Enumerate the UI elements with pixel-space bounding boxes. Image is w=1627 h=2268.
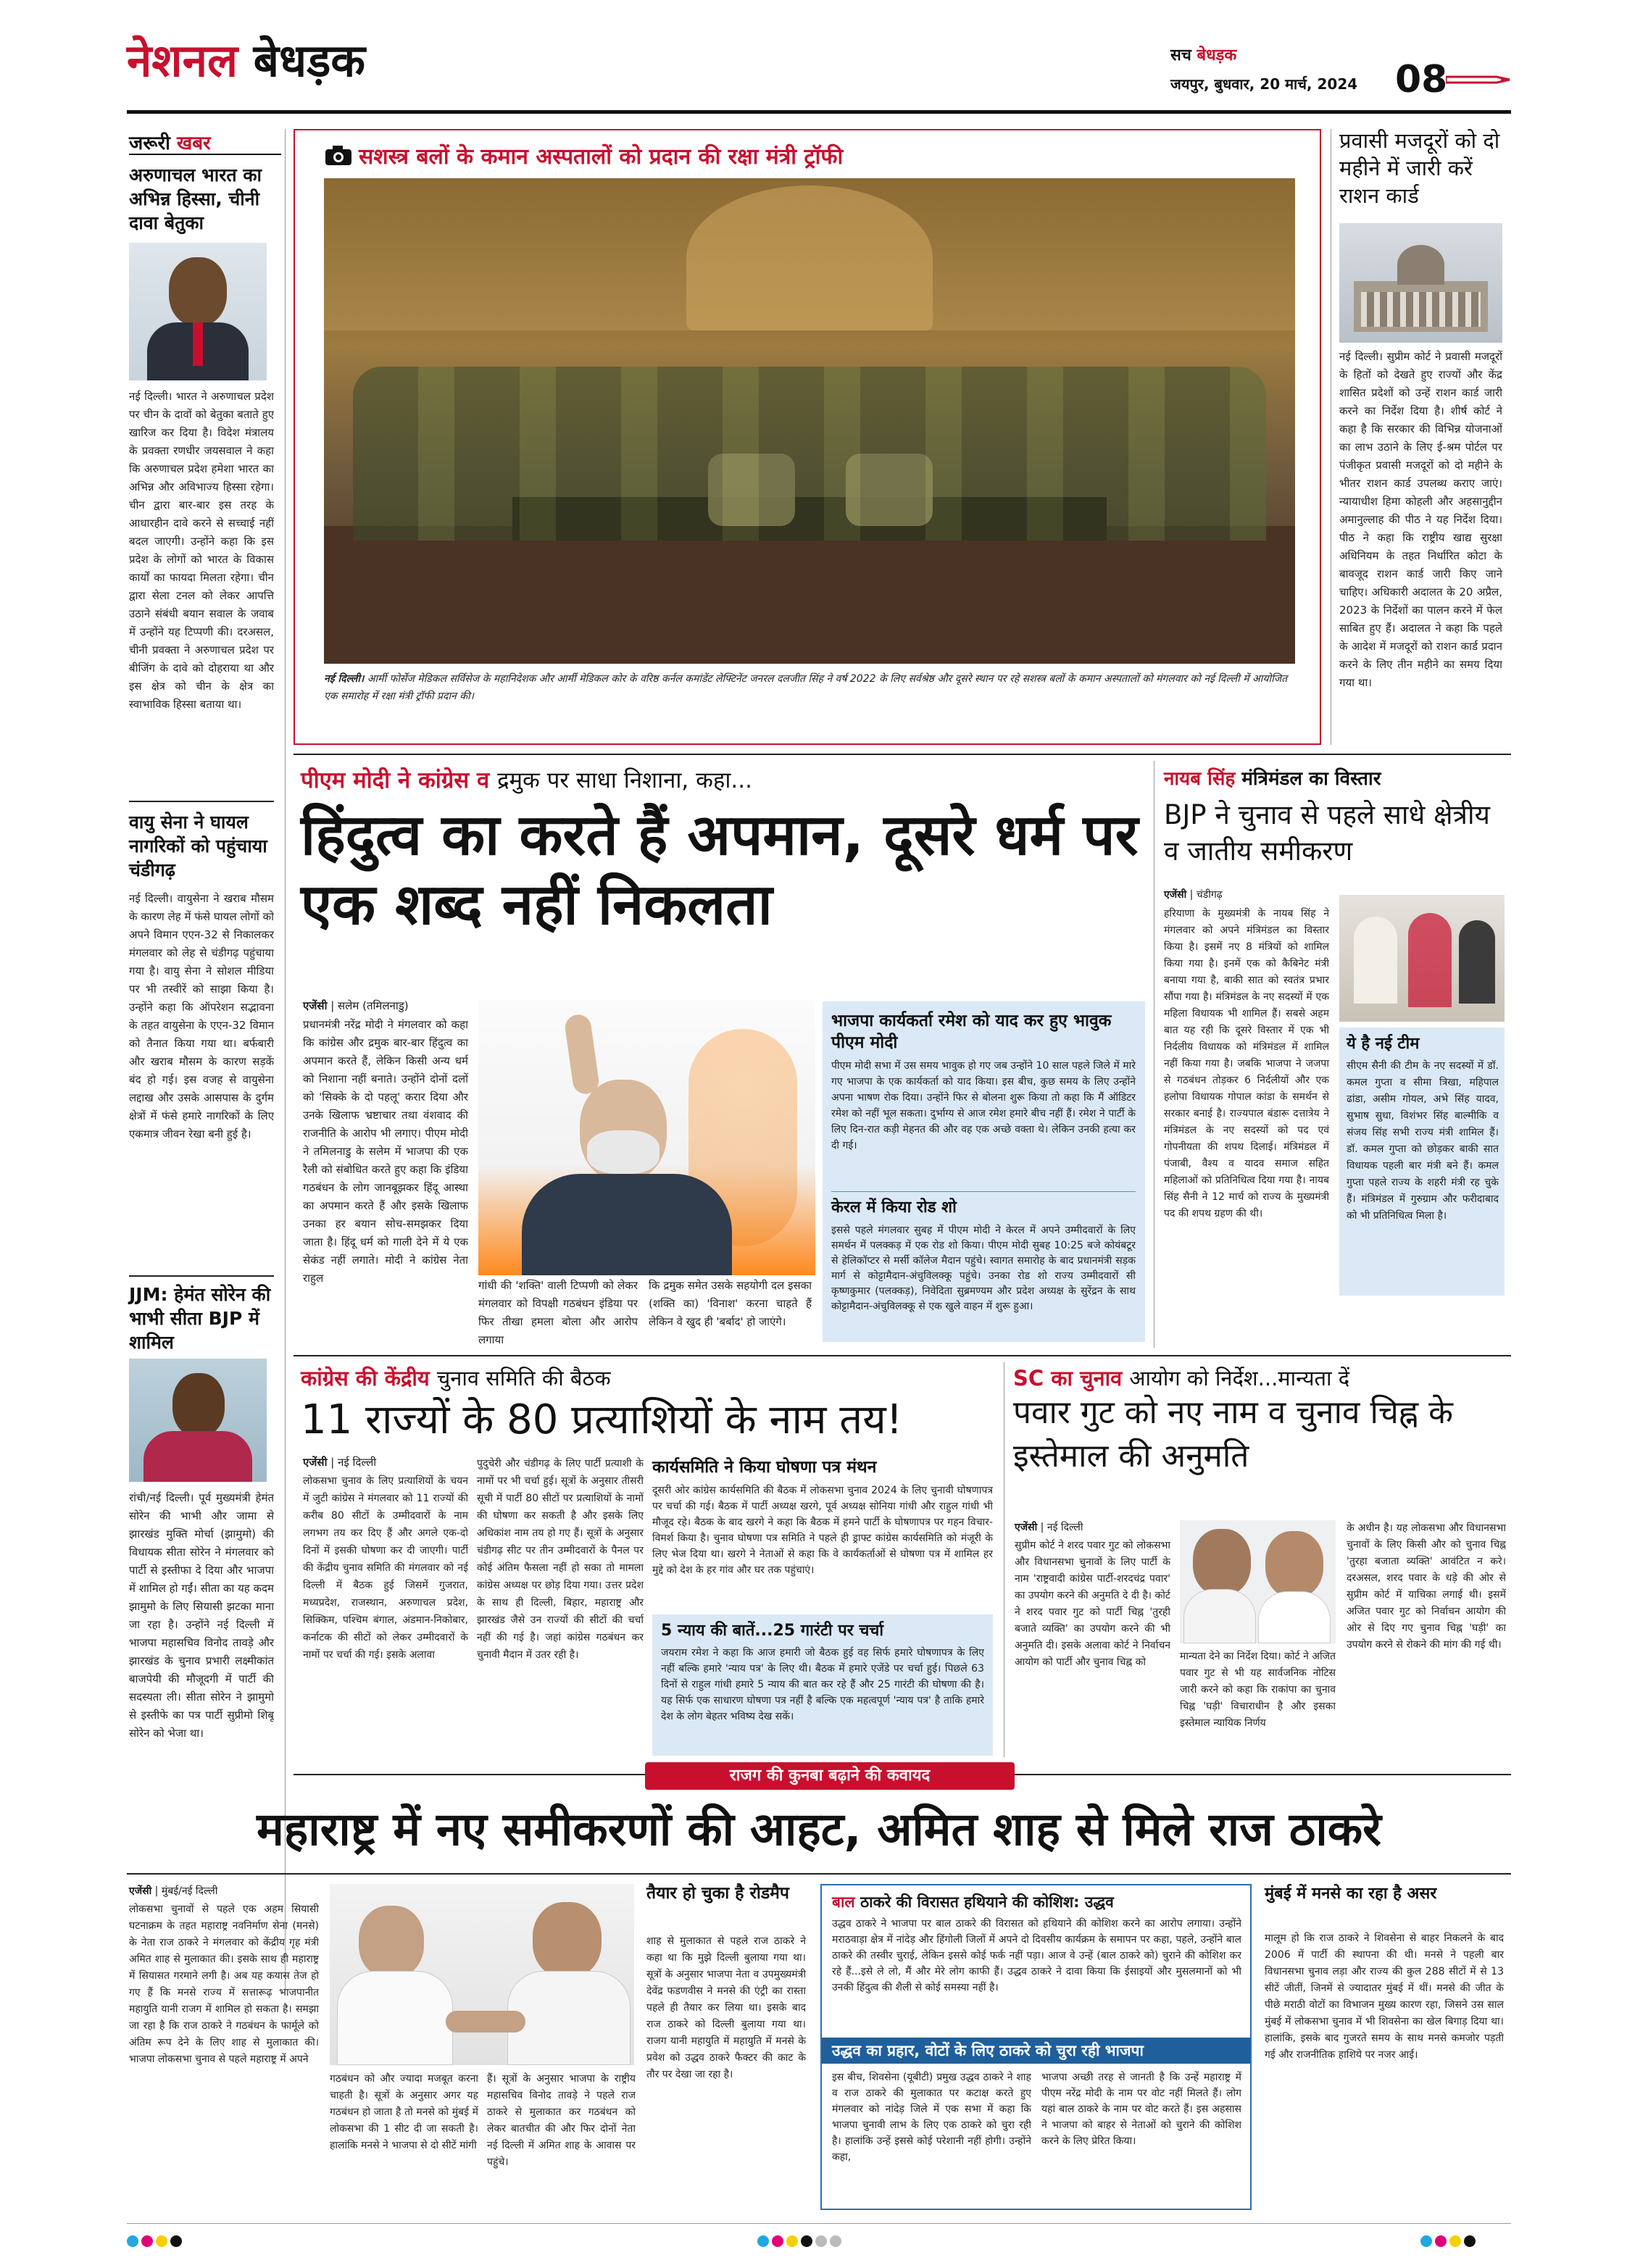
pawar-col1: सुप्रीम कोर्ट ने शरद पवार गुट को लोकसभा और विधानसभा चुनावों के लिए पार्टी के नाम 'राष्ट्रवादी कांग्रेस पार्टी-शरदचंद्र पवार' का उपयोग करने की अनुमति दे दी है। कोर्ट ने शरद पवार गुट को पार्टी चिह्न 'तुरही बजाते व्यक्ति' का उपयोग करने की भी अनुमति दी। इसके अलावा कोर्ट ने निर्वाचन आयोग को पार्टी और चुनाव चिह्न को [1015,1540,1170,1668]
roadmap-title: तैयार हो चुका है रोडमैप [646,1884,789,1903]
legacy-box [820,1884,1252,2210]
rule-raj-head [127,1873,1511,1875]
nayab-byline: एजेंसी | चंडीगढ़ [1164,889,1223,901]
nayab-headline: BJP ने चुनाव से पहले साधे क्षेत्रीय व जातीय समीकरण [1164,799,1491,867]
pawar-photo [1180,1520,1336,1643]
new-team-box [1339,1027,1505,1296]
story-iaf-body: नई दिल्ली। वायुसेना ने खराब मौसम के कारण लेह में फंसे घायल लोगों को अपने विमान एएन-32 से निकालकर मंगलवार को लेह से चंडीगढ़ पहुंचाया गया है। वायु सेना ने सोशल मीडिया पर भी तस्वीरें को साझा किया है। उन्होंने कहा कि ऑपरेशन सद्भावना के तहत वायुसेना के एएन-32 विमान को तैनात किया गया था। बर्फबारी और खराब मौसम के कारण सड़कें बंद हो गई। इस वजह से वायुसेना लद्दाख और उसके आसपास के दुर्गम क्षेत्रों में फंसे हमारे नागरिकों के लिए एकमात्र जीवन रेखा बनी हुई है। [129,892,274,1141]
ceremony-photo [324,178,1295,664]
masthead-logo [127,29,365,90]
print-dots-center [757,2235,844,2250]
pawar-headline: पवार गुट को नए नाम व चुनाव चिह्न के इस्तेमाल की अनुमति [1013,1394,1453,1475]
story-jjm-body: रांची/नई दिल्ली। पूर्व मुख्यमंत्री हेमंत सोरेन की भाभी और जामा से झारखंड मुक्ति मोर्चा (झामुमो) की विधायक सीता सोरेन ने मंगलवार को पार्टी से इस्तीफा दे दिया और भाजपा में शामिल हो गईं। सीता का यह कदम झामुमो के लिए सियासी झटका माना जा रहा है। उन्होंने नई दिल्ली में भाजपा महासचिव विनोद तावड़े और झारखंड के चुनाव प्रभारी लक्ष्मीकांत बाजपेयी की मौजूदगी में पार्टी की सदस्यता ली। सीता सोरेन ने झामुमो से इस्तीफे का पत्र पार्टी सुप्रीमो शिबू सोरेन को भेजा था। [129,1491,274,1740]
sita-soren-photo [129,1359,267,1482]
new-team-title: ये है नई टीम [1347,1035,1420,1053]
rule-mid-2 [294,1355,1511,1356]
modi-byline: एजेंसी | सलेम (तमिलनाडु) [303,999,409,1012]
congress-headline: 11 राज्यों के 80 प्रत्याशियों के नाम तय! [301,1396,903,1443]
legacy-title-dark: ठाकरे की विरासत हथियाने की कोशिश: उद्धव [860,1893,1114,1911]
nayab-kicker-red: नायब सिंह [1164,768,1236,790]
modi-kicker-red: पीएम मोदी ने कांग्रेस व [301,767,490,793]
brand-left: नेशनल [127,34,238,87]
ration-card-title: प्रवासी मजदूरों को दो महीने में जारी करें राशन कार्ड [1339,128,1500,208]
masthead [127,29,1511,109]
kerala-box-title: केरल में किया रोड शो [831,1198,957,1217]
raj-ribbon-text: राजग की कुनबा बढ़ाने की कवायद [729,1767,931,1785]
pawar-col2: मान्यता देने का निर्देश दिया। कोर्ट ने अजित पवार गुट से भी यह सार्वजनिक नोटिस जारी करने को कहा कि राकांपा का चुनाव चिह्न 'घड़ी' विचाराधीन है और इसका इस्तेमाल न्यायिक निर्णय [1180,1651,1336,1729]
top-photo-frame [294,129,1321,745]
manifesto-title: कार्यसमिति ने किया घोषणा पत्र मंथन [652,1458,877,1477]
raj-col1: लोकसभा चुनावों से पहले एक अहम सियासी घटनाक्रम के तहत महाराष्ट्र नवनिर्माण सेना (मनसे) के नेता राज ठाकरे ने मंगलवार को केंद्रीय गृह मंत्री अमित शाह से मुलाकात की। इसके साथ ही महाराष्ट्र में सियासत गरमाने लगी है। अब यह कयास तेज हो गए हैं कि मनसे राज्य में सत्तारूढ़ भाजपानीत महायुति यानी राजग में शामिल हो सकता है। समझा जा रहा है कि राज ठाकरे ने गठबंधन के फार्मूले को अंतिम रूप देने के लिए शाह से मुलाकात की। भाजपा लोकसभा चुनाव से पहले महाराष्ट्र में अपने [129,1904,319,2065]
legacy-title-red: बाल [832,1893,855,1911]
modi-headline: हिंदुत्व का करते हैं अपमान, दूसरे धर्म पर एक शब्द नहीं निकलता [301,803,1139,938]
rule-mid-1 [294,754,1511,755]
tag-bedhadak: बेधड़क [1197,46,1237,64]
uddhav-strip-title: उद्धव का प्रहार, वोटों के लिए ठाकरे को चुरा रही भाजपा [832,2042,1144,2059]
mumbai-title: मुंबई में मनसे का रहा है असर [1265,1885,1437,1903]
pawar-byline-agency: एजेंसी [1015,1522,1038,1533]
pawar-byline-place: नई दिल्ली [1046,1522,1083,1533]
nayab-kicker [1164,764,1381,791]
top-banner-text: सशस्त्र बलों के कमान अस्पतालों को प्रदान की रक्षा मंत्री ट्रॉफी [359,144,844,170]
pawar-kicker-red: SC का चुनाव [1013,1366,1123,1391]
modi-body-col2: गांधी की 'शक्ति' वाली टिप्पणी को लेकर मंगलवार को विपक्षी गठबंधन इंडिया पर फिर तीखा हमला बोला और आरोप लगाया [478,1279,638,1346]
raj-byline: एजेंसी | मुंबई/नई दिल्ली [129,1885,218,1897]
footer-rule [127,2223,1511,2224]
nyay-title: 5 न्याय की बातें...25 गारंटी पर चर्चा [661,1622,884,1640]
modi-byline-agency: एजेंसी [303,999,328,1012]
spokesperson-photo [129,243,267,380]
raj-ribbon [645,1762,1015,1790]
ration-card-body: नई दिल्ली। सुप्रीम कोर्ट ने प्रवासी मजदूरों के हितों को देखते हुए राज्यों और केंद्र शासित प्रदेशों को उन्हें राशन कार्ड जारी करने का निर्देश दिया है। शीर्ष कोर्ट ने कहा है कि सरकार की विभिन्न योजनाओं का लाभ उठाने के लिए ई-श्रम पोर्टल पर पंजीकृत प्रवासी मजदूरों को दो महीने के भीतर राशन कार्ड उपलब्ध कराए जाएं। न्यायाधीश हिमा कोहली और अहसानुद्दीन अमानुल्लाह की पीठ ने यह निर्देश दिया। पीठ ने कहा कि राष्ट्रीय खाद्य सुरक्षा अधिनियम के तहत निर्धारित कोटा के बावजूद राशन कार्ड जारी किए जाने चाहिए। अधिकारी अदालत के 20 अप्रैल, 2023 के निर्देशों का पालन करने में फेल साबित हुए हैं। अदालत ने कहा कि पहले के आदेश में मजदूरों को राशन कार्ड प्रदान करने के लिए तीन महीने का समय दिया गया था। [1339,350,1502,689]
masthead-tag [1170,43,1236,65]
rule-left-2 [129,1275,274,1277]
top-banner [324,141,843,170]
supreme-court-photo [1339,223,1502,343]
congress-byline: एजेंसी | नई दिल्ली [303,1456,377,1469]
kerala-box-body: इससे पहले मंगलवार सुबह में पीएम मोदी ने केरल में अपने उम्मीदवारों के लिए समर्थन में पलक्कड़ में एक रोड शो किया। पीएम मोदी सुबह 10:25 बजे कोयंबटूर से हेलिकॉप्टर से मर्सी कॉलेज मैदान पहुंचे। स्वागत समारोह के बाद प्रधानमंत्री सड़क मार्ग से कोट्टामैदान-अंचुविलक्कू पहुंचे। उनका रोड शो राज्य उम्मीदवारों सी कृष्णकुमार (पलक्कड़), निवेदिता सुब्रमण्यम और प्रदेश अध्यक्ष के सुरेंद्रन के साथ कोट्टामैदान-अंचुविलक्कू से एक खुले वाहन में शुरू हुआ। [831,1225,1136,1312]
roadmap-box [646,1883,810,2209]
divider-left [285,129,286,1991]
caption-text: आर्मी फोर्सेज मेडिकल सर्विसेज के महानिदेशक और आर्मी मेडिकल कोर के वरिष्ठ कर्नल कमांडेंट लेफ्टिनेंट जनरल दलजीत सिंह ने वर्ष 2022 के लिए सर्वश्रेष्ठ और दूसरे स्थान पर रहे सशस्त्र बलों के कमान अस्पतालों को मंगलवार को नई दिल्ली में आयोजित एक समारोह में रक्षा मंत्री ट्रॉफी प्रदान की। [324,673,1288,702]
caption-lead: नई दिल्ली। [324,673,365,685]
congress-box1 [652,1456,993,1612]
shah-raj-photo [330,1884,634,2065]
mumbai-body: मालूम हो कि राज ठाकरे ने शिवसेना से बाहर निकलने के बाद 2006 में पार्टी की स्थापना की थी। मनसे ने पहली बार विधानसभा चुनाव लड़ा और राज्य की कुल 288 सीटों में से 13 सीटें जीतीं, जिनमें से ज्यादातर मुंबई में थीं। मनसे की जीत के पीछे मराठी वोटों का विभाजन मुख्य कारण रहा, जिसने उस साल मुंबई में लोकसभा चुनाव में भी शिवसेना का खेल बिगाड़ दिया था। हालांकि, इसके बाद गुजरते समय के साथ मनसे कमजोर पड़ती गई और राजनीतिक हाशिये पर नजर आई। [1265,1933,1504,2061]
legacy-title [832,1891,1245,1913]
modi-body-col3: कि द्रमुक समेत उसके सहयोगी दल इसका (शक्ति का) 'विनाश' करना चाहते हैं लेकिन वे खुद ही 'बर्बाद' हो जाएंगे। [649,1279,812,1328]
raj-byline-agency: एजेंसी [129,1885,152,1897]
pen-icon [1446,71,1511,88]
ramesh-box-title: भाजपा कार्यकर्ता रमेश को याद कर हुए भावुक पीएम मोदी [831,1012,1112,1052]
pawar-col3: के अधीन है। यह लोकसभा और विधानसभा चुनावों के लिए किसी और को चुनाव चिह्न 'तुरहा बजाता व्यक्ति' आवंटित न करे। दरअसल, शरद पवार के धड़े की ओर से सुप्रीम कोर्ट में याचिका लगाई थी। इसमें अजित पवार गुट को निर्वाचन आयोग की ओर से दिए गए चुनाव चिह्न 'घड़ी' का उपयोग करने से रोकने की मांग की गई थी। [1347,1522,1506,1651]
uddhav-col2: भाजपा अच्छी तरह से जानती है कि उन्हें महाराष्ट्र में पीएम नरेंद्र मोदी के नाम पर वोट नहीं मिलते हैं। लोग यहां बाल ठाकरे के नाम पर वोट करते हैं। इस अहसास ने भाजपा को बाहर से नेताओं को चुराने की कोशिश करने के लिए प्रेरित किया। [1041,2072,1241,2147]
print-dots-right [1420,2235,1478,2250]
story-arunachal-body: नई दिल्ली। भारत ने अरुणाचल प्रदेश पर चीन के दावों को बेतुका बताते हुए खारिज कर दिया है। विदेश मंत्रालय के प्रवक्ता रणधीर जयसवाल ने कहा कि अरुणाचल प्रदेश हमेशा भारत का अभिन्न और अविभाज्य हिस्सा रहेगा। चीन द्वारा बार-बार इस तरह के आधारहीन दावे करने से सच्चाई नहीं बदल जाएगी। उन्होंने कहा कि इस प्रदेश के लोगों को भारत के विकास कार्यों का फायदा मिलता रहेगा। चीन द्वारा सेला टनल को लेकर आपत्ति उठाने संबंधी बयान सवाल के जवाब में उन्होंने यह टिप्पणी की। दरअसल, चीनी प्रवक्ता ने अरुणाचल प्रदेश पर बीजिंग के दावे को दोहराया था और इस क्षेत्र को चीन के क्षेत्र का स्वाभाविक हिस्सा बताया था। [129,390,274,711]
rule-left-1 [129,801,274,802]
roadmap-body: शाह से मुलाकात से पहले राज ठाकरे ने कहा था कि मुझे दिल्ली बुलाया गया था। सूत्रों के अनुसार भाजपा नेता व उपमुख्यमंत्री देवेंद्र फडणवीस ने मनसे की एंट्री का रास्ता पहले ही तैयार कर लिया था। इसके बाद राज ठाकरे को दिल्ली बुलाया गया था। राजग यानी महायुति में महायुति में मनसे के प्रवेश को उद्धव ठाकरे फैक्टर की काट के तौर पर देखा जा रहा है। [646,1935,806,2080]
story-iaf-title: वायु सेना ने घायल नागरिकों को पहुंचाया चंडीगढ़ [129,812,267,880]
congress-col1: लोकसभा चुनाव के लिए प्रत्याशियों के चयन में जुटी कांग्रेस ने मंगलवार को 11 राज्यों की करीब 80 सीटों के उम्मीदवारों के नाम लगभग तय कर दिए हैं और अगले एक-दो दिनों में इसकी घोषणा कर दी जाएगी। पार्टी की केंद्रीय चुनाव समिति की मंगलवार को नई दिल्ली में बैठक हुई जिसमें गुजरात, मध्यप्रदेश, राजस्थान, अरुणाचल प्रदेश, सिक्किम, पश्चिम बंगाल, अंडमान-निकोबार, कर्नाटक की सीटों को लेकर उम्मीदवारों के नामों पर चर्चा की गई। इसके अलावा [303,1475,468,1661]
label-jaruri: जरूरी [129,133,170,154]
pawar-kicker [1013,1364,1349,1392]
dateline: जयपुर, बुधवार, 20 मार्च, 2024 [1170,75,1358,93]
photo-caption [324,670,1295,705]
tag-sach: सच [1170,46,1191,64]
congress-byline-agency: एजेंसी [303,1456,328,1469]
raj-col3: हैं। सूत्रों के अनुसार भाजपा के राष्ट्रीय महासचिव विनोद तावड़े ने पहले राज ठाकरे से मुलाकात कर गठबंधन को लेकर बातचीत की और फिर दोनों नेता नई दिल्ली में अमित शाह के आवास पर पहुंचे। [487,2073,636,2168]
label-khabar: खबर [176,133,211,154]
ramesh-box-divider [831,1191,1136,1192]
mumbai-box [1265,1884,1507,2210]
camera-icon [324,143,353,167]
nayab-body: हरियाणा के मुख्यमंत्री के नायब सिंह ने मंगलवार को अपने मंत्रिमंडल का विस्तार किया है। इसमें नए 8 मंत्रियों को शामिल किया गया है। इनमें एक को कैबिनेट मंत्री बनाया गया है, बाकी सात को स्वतंत्र प्रभार सौंपा गया है। मंत्रिमंडल के नए सदस्यों में एक महिला विधायक भी शामिल हैं। सबसे अहम बात यह रही कि दूसरे विस्तार में एक भी निर्दलीय विधायक को मंत्रिमंडल में शामिल नहीं किया गया है। जबकि भाजपा ने जजपा से गठबंधन तोड़कर 6 निर्दलीयों और एक हलोपा विधायक गोपाल कांडा के समर्थन से सरकार बनाई है। राज्यपाल बंडारू दत्तात्रेय ने मंत्रिमंडल के नए सदस्यों को पद एवं गोपनीयता की शपथ दिलाई। मंत्रिमंडल में पंजाबी, वैश्य व यादव समाज सहित महिलाओं को प्रतिनिधित्व दिया गया है। नायब सिंह सैनी ने 12 मार्च को राज्य के मुख्यमंत्री पद की शपथ ग्रहण की थी। [1164,908,1329,1220]
ramesh-box [823,1001,1145,1342]
nyay-body: जयराम रमेश ने कहा कि आज हमारी जो बैठक हुई वह सिर्फ हमारे घोषणापत्र के लिए नहीं बल्कि हमारे 'न्याय पत्र' के लिए थी। बैठक में हमारे एजेंडे पर चर्चा हुई। पिछले 63 दिनों से राहुल गांधी हमारे 5 न्याय की बात कर रहे हैं और 25 गारंटी की घोषणा की है। यह सिर्फ एक साधारण घोषणा पत्र नहीं है बल्कि एक महत्वपूर्ण 'न्याय पत्र' है ताकि हमारे देश के लोग बेहतर भविष्य देख सकें। [661,1647,984,1722]
raj-byline-place: मुंबई/नई दिल्ली [161,1885,218,1897]
manifesto-body: दूसरी ओर कांग्रेस कार्यसमिति की बैठक में लोकसभा चुनाव 2024 के लिए चुनावी घोषणापत्र पर चर्चा की गई। बैठक में पार्टी अध्यक्ष खरगे, पूर्व अध्यक्ष सोनिया गांधी और राहुल गांधी भी मौजूद रहे। बैठक के बाद खरगे ने कहा कि बैठक में हमने पार्टी के घोषणापत्र पर गहन विचार-विमर्श किया है। चुनाव घोषणा पत्र समिति ने पहले ही ड्राफ्ट कांग्रेस कार्यसमिति को मंजूरी के लिए भेज दिया था। खरगे ने नेताओं से कहा कि वे कार्यकर्ताओं से घोषणा पत्र में शामिल हर मुद्दे को देश के हर गांव और घर तक पहुंचाएं। [652,1485,993,1576]
story-jjm-title: JJM: हेमंत सोरेन की भाभी सीता BJP में शामिल [129,1284,271,1353]
modi-body-col1: प्रधानमंत्री नरेंद्र मोदी ने मंगलवार को कहा कि कांग्रेस और द्रमुक बार-बार हिंदुत्व का अपमान करते हैं, लेकिन किसी अन्य धर्म को निशाना नहीं बनाते। उन्होंने दोनों दलों को 'सिक्के के दो पहलू' करार दिया और उनके खिलाफ भ्रष्टाचार तथा वंशवाद की राजनीति के आरोप भी लगाए। पीएम मोदी ने तमिलनाडु के सलेम में भाजपा की एक रैली को संबोधित करते हुए कहा कि इंडिया गठबंधन के लोग जानबूझकर हिंदू आस्था का अपमान करते हैं और इसके खिलाफ उनका हर बयान सोच-समझकर दिया जाता है। हिंदू धर्म को गाली देने में ये एक सेकंड नहीं लगाते। मोदी ने कांग्रेस नेता राहुल [303,1018,468,1285]
oath-ceremony-photo [1339,895,1505,1022]
raj-headline: महाराष्ट्र में नए समीकरणों की आहट, अमित शाह से मिले राज ठाकरे [257,1803,1381,1856]
modi-kicker-dark: द्रमुक पर साधा निशाना, कहा... [497,767,752,793]
modi-byline-place: सलेम (तमिलनाडु) [338,999,409,1012]
raj-col2: गठबंधन को और ज्यादा मजबूत करना चाहती है। सूत्रों के अनुसार अगर यह गठबंधन हो जाता है तो मनसे को मुंबई में लोकसभा की 1 सीट दी जा सकती है। हालांकि मनसे ने भाजपा से दो सीटें मांगी [330,2073,478,2151]
ramesh-box-body: पीएम मोदी सभा में उस समय भावुक हो गए जब उन्होंने 10 साल पहले जिले में मारे गए भाजपा के एक कार्यकर्ता को याद किया। इस बीच, कुछ समय के लिए उन्होंने अपना भाषण रोक दिया। उन्होंने फिर से बोलना शुरू किया तो कहा कि मैं ऑडिटर रमेश को नहीं भूल सकता। दुर्भाग्य से आज रमेश हमारे बीच नहीं हैं। रमेश ने पार्टी के लिए दिन-रात कड़ी मेहनत की और वह एक अच्छे वक्ता थे। लेकिन उनकी हत्या कर दी गई। [831,1060,1136,1151]
pawar-byline: एजेंसी | नई दिल्ली [1015,1522,1083,1533]
uddhav-strip [822,2038,1250,2064]
masthead-rule [127,110,1511,114]
congress-kicker-dark: चुनाव समिति की बैठक [436,1366,611,1391]
nayab-kicker-dark: मंत्रिमंडल का विस्तार [1241,768,1381,790]
nayab-byline-agency: एजेंसी [1164,889,1187,901]
pawar-kicker-dark: आयोग को निर्देश...मान्यता दें [1129,1366,1350,1391]
new-team-body: सीएम सैनी की टीम के नए सदस्यों में डॉ. कमल गुप्ता व सीमा त्रिखा, महिपाल ढांडा, असीम गोयल, अभे सिंह यादव, सुभाष सुधा, विशंभर सिंह बाल्मीकि व संजय सिंह सभी राज्य मंत्री शामिल हैं। डॉ. कमल गुप्ता को छोड़कर बाकी सात विधायक पहली बार मंत्री बने हैं। कमल गुप्ता पहले राज्य के शहरी मंत्री रह चुके हैं। मंत्रिमंडल में गुरुग्राम और फरीदाबाद को भी प्रतिनिधित्व मिला है। [1347,1060,1499,1222]
print-dots-left [127,2235,185,2250]
jaruri-khabar-label [129,129,281,155]
modi-rally-photo [478,1000,815,1275]
story-arunachal-title: अरुणाचल भारत का अभिन्न हिस्सा, चीनी दावा बेतुका [129,164,262,233]
brand-right: बेधड़क [253,34,365,87]
congress-kicker-red: कांग्रेस की केंद्रीय [301,1366,430,1391]
nayab-byline-place: चंडीगढ़ [1196,889,1223,901]
nyay-box [652,1614,993,1756]
legacy-body: उद्धव ठाकरे ने भाजपा पर बाल ठाकरे की विरासत को हथियाने की कोशिश करने का आरोप लगाया। उन्होंने मराठवाड़ा क्षेत्र में नांदेड़ और हिंगोली जिलों में अपने दो दिवसीय कार्यक्रम के समापन पर कहा, पहले, उन्होंने बाल ठाकरे की तस्वीर चुराई, लेकिन इससे कोई फर्क नहीं पड़ा। आज वे उन्हें (बाल ठाकरे को) चुराने की कोशिश कर रहे हैं...इसे ले लो, मैं और मेरे लोग काफी हैं। उद्धव ठाकरे ने दावा किया कि ईसाइयों और मुसलमानों को भी उनकी हिंदुत्व की शैली से कोई समस्या नहीं है। [832,1918,1241,1993]
congress-byline-place: नई दिल्ली [338,1456,377,1469]
congress-col2: पुदुचेरी और चंडीगढ़ के लिए पार्टी प्रत्याशी के नामों पर भी चर्चा हुई। सूत्रों के अनुसार तीसरी सूची में पार्टी 80 सीटों पर प्रत्याशियों के नामों की घोषणा कर सकती है और इसके लिए अधिकांश नाम तय हो गए हैं। सूत्रों के अनुसार चंडीगढ़ सीट पर तीन उम्मीदवारों के पैनल पर कोई अंतिम फैसला नहीं हो सका तो मामला कांग्रेस अध्यक्ष पर छोड़ दिया गया। उत्तर प्रदेश के साथ ही दिल्ली, बिहार, महाराष्ट्र और झारखंड जैसे उन राज्यों की सीटों की चर्चा नहीं की गई है। जहां कांग्रेस गठबंधन कर चुनावी मैदान में उतर रही है। [477,1458,644,1661]
congress-kicker [301,1364,611,1392]
page-number: 08 [1395,58,1448,101]
modi-kicker [301,764,752,795]
uddhav-col1: इस बीच, शिवसेना (यूबीटी) प्रमुख उद्धव ठाकरे ने शाह व राज ठाकरे की मुलाकात पर कटाक्ष करते हुए मंगलवार को नांदेड़ जिले में एक सभा में कहा कि भाजपा चुनावी लाभ के लिए एक ठाकरे को चुरा रही है। हालांकि उन्हें इससे कोई परेशानी नहीं होगी। उन्होंने कहा, [832,2072,1031,2163]
